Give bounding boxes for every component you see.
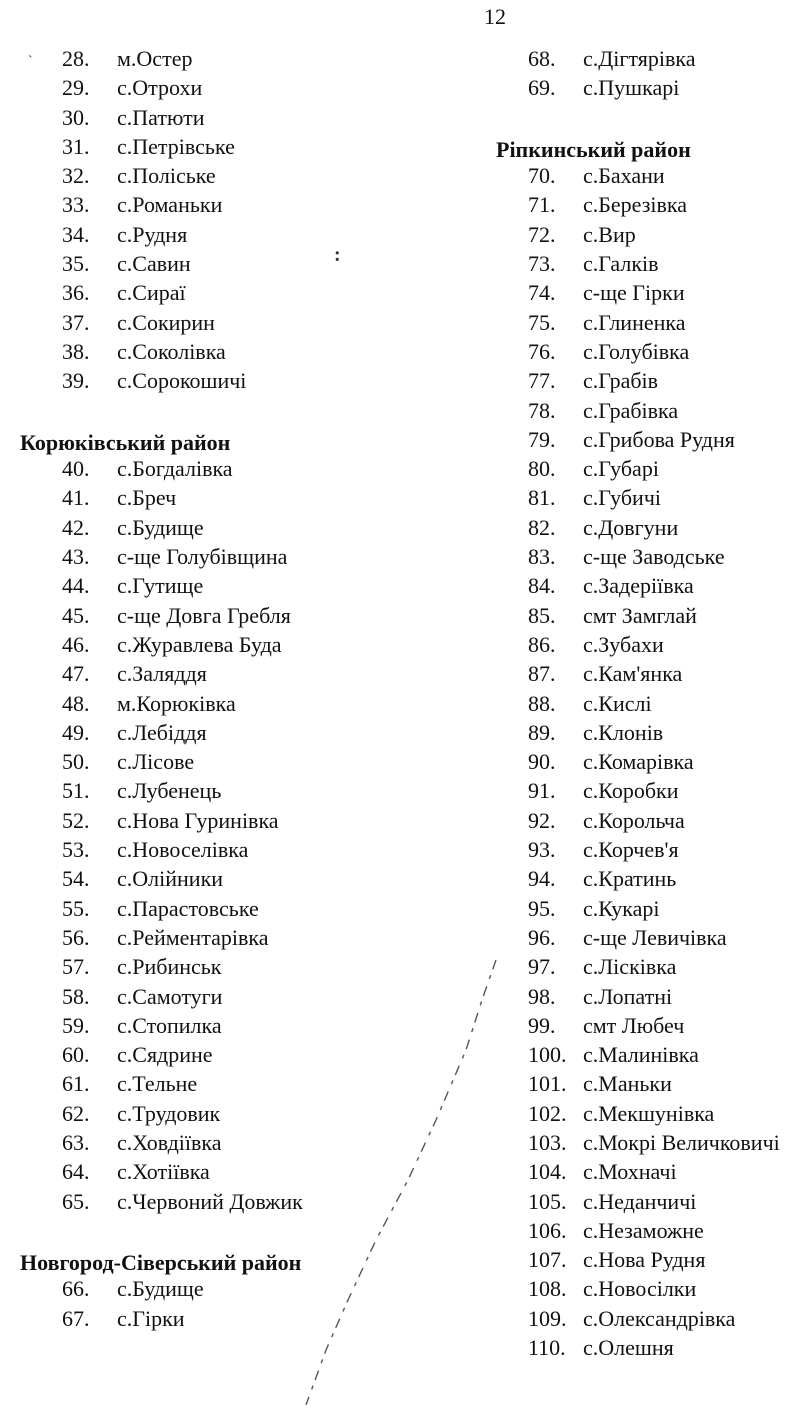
item-number: 32.	[62, 163, 90, 189]
list-item	[20, 454, 370, 483]
settlement-name: с.Журавлева Буда	[117, 631, 282, 657]
list-item	[496, 161, 796, 190]
item-number: 33.	[62, 192, 90, 218]
settlement-name: с.Кратинь	[583, 866, 677, 892]
settlement-name: с.Самотуги	[117, 983, 223, 1009]
list-item	[496, 249, 796, 278]
list-item	[20, 220, 370, 249]
item-number: 84.	[528, 573, 556, 599]
list-item	[496, 923, 796, 952]
settlement-name: с.Грабівка	[583, 397, 679, 423]
settlement-name: с.Галків	[583, 251, 659, 277]
list-item	[20, 747, 370, 776]
list-item	[496, 190, 796, 219]
settlement-name: с.Новоселівка	[117, 837, 249, 863]
list-item	[20, 923, 370, 952]
settlement-name: с.Корольча	[583, 807, 685, 833]
item-number: 93.	[528, 837, 556, 863]
item-number: 39.	[62, 368, 90, 394]
section-gap	[20, 1216, 370, 1245]
settlement-name: с.Рибинськ	[117, 954, 222, 980]
settlement-name: с.Рейментарівка	[117, 924, 269, 950]
item-number: 103.	[528, 1129, 567, 1155]
settlement-name: с.Грибова Рудня	[583, 426, 735, 452]
item-number: 53.	[62, 837, 90, 863]
settlement-name: с.Парастовське	[117, 895, 259, 921]
list-item	[496, 44, 796, 73]
list-item	[496, 425, 796, 454]
item-number: 77.	[528, 368, 556, 394]
list-item	[20, 689, 370, 718]
list-item	[20, 542, 370, 571]
list-item	[20, 718, 370, 747]
item-number: 97.	[528, 954, 556, 980]
settlement-name: с.Романьки	[117, 192, 223, 218]
item-number: 90.	[528, 749, 556, 775]
list-item	[20, 1304, 370, 1333]
list-item	[496, 689, 796, 718]
item-number: 80.	[528, 456, 556, 482]
item-number: 109.	[528, 1305, 567, 1331]
item-number: 101.	[528, 1071, 567, 1097]
list-item	[20, 806, 370, 835]
list-item	[496, 396, 796, 425]
list-item	[20, 1069, 370, 1098]
settlement-name: с.Бреч	[117, 485, 177, 511]
list-item	[496, 1069, 796, 1098]
settlement-name: с.Сядрине	[117, 1042, 213, 1068]
list-item	[20, 659, 370, 688]
settlement-name: с.Поліське	[117, 163, 216, 189]
item-number: 56.	[62, 924, 90, 950]
list-item	[496, 366, 796, 395]
list-item	[20, 864, 370, 893]
list-item	[20, 1099, 370, 1128]
item-number: 52.	[62, 807, 90, 833]
list-item	[496, 659, 796, 688]
list-item	[496, 630, 796, 659]
item-number: 95.	[528, 895, 556, 921]
list-item	[496, 571, 796, 600]
item-number: 36.	[62, 280, 90, 306]
settlement-name: с.Бахани	[583, 163, 665, 189]
list-item	[20, 249, 370, 278]
settlement-name: с.Неданчичі	[583, 1188, 697, 1214]
settlement-name: с.Олешня	[583, 1335, 674, 1361]
settlement-name: с.Клонів	[583, 719, 664, 745]
item-number: 47.	[62, 661, 90, 687]
list-item	[20, 894, 370, 923]
item-number: 102.	[528, 1100, 567, 1126]
list-item	[496, 1245, 796, 1274]
item-number: 89.	[528, 719, 556, 745]
settlement-name: с.Губарі	[583, 456, 659, 482]
item-number: 106.	[528, 1217, 567, 1243]
settlement-name: с.Дігтярівка	[583, 46, 696, 71]
settlement-name: с.Ховдіївка	[117, 1129, 222, 1155]
item-number: 66.	[62, 1276, 90, 1302]
settlement-name: с.Нова Рудня	[583, 1247, 706, 1273]
item-number: 63.	[62, 1129, 90, 1155]
settlement-name: с.Будище	[117, 1276, 204, 1302]
list-item	[496, 73, 796, 102]
scan-mark: `	[28, 54, 33, 69]
list-item	[496, 1099, 796, 1128]
item-number: 38.	[62, 338, 90, 364]
item-number: 81.	[528, 485, 556, 511]
list-item	[496, 220, 796, 249]
item-number: 110.	[528, 1335, 566, 1361]
item-number: 75.	[528, 309, 556, 335]
settlement-name: с.Червоний Довжик	[117, 1188, 303, 1214]
settlement-name: смт Любеч	[583, 1012, 685, 1038]
item-number: 57.	[62, 954, 90, 980]
item-number: 87.	[528, 661, 556, 687]
list-item	[20, 1128, 370, 1157]
list-item	[20, 630, 370, 659]
item-number: 49.	[62, 719, 90, 745]
item-number: 30.	[62, 104, 90, 130]
list-item	[20, 776, 370, 805]
settlement-name: с.Стопилка	[117, 1012, 222, 1038]
settlement-name: с.Нова Гуринівка	[117, 807, 279, 833]
list-item	[20, 601, 370, 630]
list-item	[496, 542, 796, 571]
list-item	[20, 73, 370, 102]
list-item	[20, 103, 370, 132]
settlement-name: с.Олександрівка	[583, 1305, 736, 1331]
settlement-name: с.Малинівка	[583, 1042, 699, 1068]
list-item	[20, 161, 370, 190]
settlement-name: с.Отрохи	[117, 75, 203, 101]
list-item	[496, 835, 796, 864]
settlement-name: с.Заляддя	[117, 661, 207, 687]
list-item	[496, 894, 796, 923]
settlement-name: с.Вир	[583, 221, 636, 247]
settlement-name: с.Кислі	[583, 690, 652, 716]
list-item	[496, 1187, 796, 1216]
list-item	[496, 454, 796, 483]
settlement-name: с.Коробки	[583, 778, 679, 804]
list-item	[496, 864, 796, 893]
item-number: 41.	[62, 485, 90, 511]
list-item	[496, 1216, 796, 1245]
list-item	[496, 806, 796, 835]
list-item	[496, 952, 796, 981]
item-number: 69.	[528, 75, 556, 101]
settlement-name: с.Савин	[117, 251, 191, 277]
settlement-name: с-ще Голубівщина	[117, 544, 288, 570]
section-gap	[20, 396, 370, 425]
settlement-name: с.Задеріївка	[583, 573, 694, 599]
settlement-name: с.Мекшунівка	[583, 1100, 715, 1126]
list-item	[496, 1304, 796, 1333]
list-item	[20, 513, 370, 542]
item-number: 78.	[528, 397, 556, 423]
settlement-name: м.Остер	[117, 46, 193, 71]
list-item	[20, 132, 370, 161]
settlement-name: с.Гірки	[117, 1305, 185, 1331]
settlement-name: с-ще Гірки	[583, 280, 685, 306]
page-number: 12	[484, 4, 506, 29]
settlement-name: с.Лебіддя	[117, 719, 207, 745]
settlement-name: с.Хотіївка	[117, 1159, 210, 1185]
item-number: 54.	[62, 866, 90, 892]
settlement-name: с.Новосілки	[583, 1276, 697, 1302]
item-number: 68.	[528, 46, 556, 71]
scan-mark: :	[334, 244, 341, 266]
item-number: 79.	[528, 426, 556, 452]
settlement-name: с-ще Левичівка	[583, 924, 727, 950]
list-item	[496, 718, 796, 747]
item-number: 60.	[62, 1042, 90, 1068]
list-item	[20, 337, 370, 366]
list-item	[20, 571, 370, 600]
list-item	[20, 952, 370, 981]
item-number: 42.	[62, 514, 90, 540]
settlement-name: с.Грабів	[583, 368, 659, 394]
list-item	[496, 337, 796, 366]
list-item	[496, 308, 796, 337]
item-number: 108.	[528, 1276, 567, 1302]
item-number: 88.	[528, 690, 556, 716]
list-item	[20, 1011, 370, 1040]
item-number: 46.	[62, 631, 90, 657]
item-number: 35.	[62, 251, 90, 277]
list-item	[496, 747, 796, 776]
item-number: 82.	[528, 514, 556, 540]
list-item	[496, 278, 796, 307]
list-item	[20, 190, 370, 219]
item-number: 44.	[62, 573, 90, 599]
settlement-name: с.Довгуни	[583, 514, 679, 540]
settlement-name: с.Лубенець	[117, 778, 222, 804]
settlement-name: с.Голубівка	[583, 338, 690, 364]
settlement-name: с.Рудня	[117, 221, 188, 247]
settlement-name: с.Кам'янка	[583, 661, 683, 687]
list-item	[496, 1011, 796, 1040]
item-number: 29.	[62, 75, 90, 101]
settlement-name: с.Маньки	[583, 1071, 672, 1097]
settlement-name: с.Сорокошичі	[117, 368, 247, 394]
item-number: 85.	[528, 602, 556, 628]
item-number: 98.	[528, 983, 556, 1009]
list-item	[496, 776, 796, 805]
item-number: 40.	[62, 456, 90, 482]
settlement-name: с.Корчев'я	[583, 837, 679, 863]
settlement-name: с.Пушкарі	[583, 75, 680, 101]
item-number: 86.	[528, 631, 556, 657]
list-item	[20, 366, 370, 395]
item-number: 62.	[62, 1100, 90, 1126]
item-number: 31.	[62, 133, 90, 159]
item-number: 92.	[528, 807, 556, 833]
list-item	[20, 483, 370, 512]
section-gap	[496, 103, 796, 132]
list-item	[496, 1274, 796, 1303]
item-number: 100.	[528, 1042, 567, 1068]
item-number: 99.	[528, 1012, 556, 1038]
list-item	[496, 513, 796, 542]
settlement-name: с.Губичі	[583, 485, 661, 511]
list-item	[20, 278, 370, 307]
item-number: 73.	[528, 251, 556, 277]
list-item	[20, 1040, 370, 1069]
list-item	[20, 1157, 370, 1186]
right-column	[496, 44, 796, 1362]
item-number: 107.	[528, 1247, 567, 1273]
item-number: 104.	[528, 1159, 567, 1185]
settlement-name: с.Олійники	[117, 866, 224, 892]
settlement-name: с.Петрівське	[117, 133, 235, 159]
district-heading: Корюківський район	[20, 429, 231, 455]
left-column	[20, 44, 370, 1333]
item-number: 43.	[62, 544, 90, 570]
list-item	[496, 483, 796, 512]
settlement-name: м.Корюківка	[117, 690, 236, 716]
settlement-name: с-ще Заводське	[583, 544, 725, 570]
item-number: 105.	[528, 1188, 567, 1214]
settlement-name: с.Зубахи	[583, 631, 664, 657]
settlement-name: с.Гутище	[117, 573, 204, 599]
list-item	[496, 601, 796, 630]
district-heading: Ріпкинський район	[496, 136, 691, 162]
list-item	[20, 1274, 370, 1303]
settlement-name: с.Будище	[117, 514, 204, 540]
list-item	[496, 1040, 796, 1069]
list-item	[20, 308, 370, 337]
item-number: 94.	[528, 866, 556, 892]
settlement-name: с.Березівка	[583, 192, 688, 218]
item-number: 76.	[528, 338, 556, 364]
item-number: 91.	[528, 778, 556, 804]
list-item	[496, 982, 796, 1011]
item-number: 96.	[528, 924, 556, 950]
settlement-name: с.Лісове	[117, 749, 195, 775]
item-number: 71.	[528, 192, 556, 218]
item-number: 51.	[62, 778, 90, 804]
item-number: 72.	[528, 221, 556, 247]
settlement-name: с.Богдалівка	[117, 456, 233, 482]
list-item	[20, 982, 370, 1011]
settlement-name: с.Лісківка	[583, 954, 677, 980]
settlement-name: с.Кукарі	[583, 895, 660, 921]
settlement-name: с.Патюти	[117, 104, 205, 130]
settlement-name: с.Глиненка	[583, 309, 686, 335]
item-number: 64.	[62, 1159, 90, 1185]
settlement-name: смт Замглай	[583, 602, 697, 628]
item-number: 45.	[62, 602, 90, 628]
settlement-name: с.Соколівка	[117, 338, 226, 364]
list-item	[20, 44, 370, 73]
settlement-name: с-ще Довга Гребля	[117, 602, 291, 628]
item-number: 83.	[528, 544, 556, 570]
settlement-name: с.Незаможне	[583, 1217, 704, 1243]
list-item	[20, 835, 370, 864]
settlement-name: с.Комарівка	[583, 749, 694, 775]
list-item	[20, 1187, 370, 1216]
list-item	[496, 1128, 796, 1157]
settlement-name: с.Лопатні	[583, 983, 673, 1009]
item-number: 58.	[62, 983, 90, 1009]
settlement-name: с.Мокрі Величковичі	[583, 1129, 780, 1155]
settlement-name: с.Тельне	[117, 1071, 198, 1097]
item-number: 50.	[62, 749, 90, 775]
item-number: 34.	[62, 221, 90, 247]
item-number: 65.	[62, 1188, 90, 1214]
item-number: 48.	[62, 690, 90, 716]
settlement-name: с.Сираї	[117, 280, 186, 306]
district-heading: Новгород-Сіверський район	[20, 1250, 302, 1276]
item-number: 70.	[528, 163, 556, 189]
item-number: 67.	[62, 1305, 90, 1331]
settlement-name: с.Мохначі	[583, 1159, 677, 1185]
list-item	[496, 1333, 796, 1362]
settlement-name: с.Сокирин	[117, 309, 215, 335]
item-number: 37.	[62, 309, 90, 335]
list-item	[496, 1157, 796, 1186]
settlement-name: с.Трудовик	[117, 1100, 221, 1126]
item-number: 61.	[62, 1071, 90, 1097]
item-number: 74.	[528, 280, 556, 306]
item-number: 28.	[62, 46, 90, 71]
item-number: 59.	[62, 1012, 90, 1038]
item-number: 55.	[62, 895, 90, 921]
